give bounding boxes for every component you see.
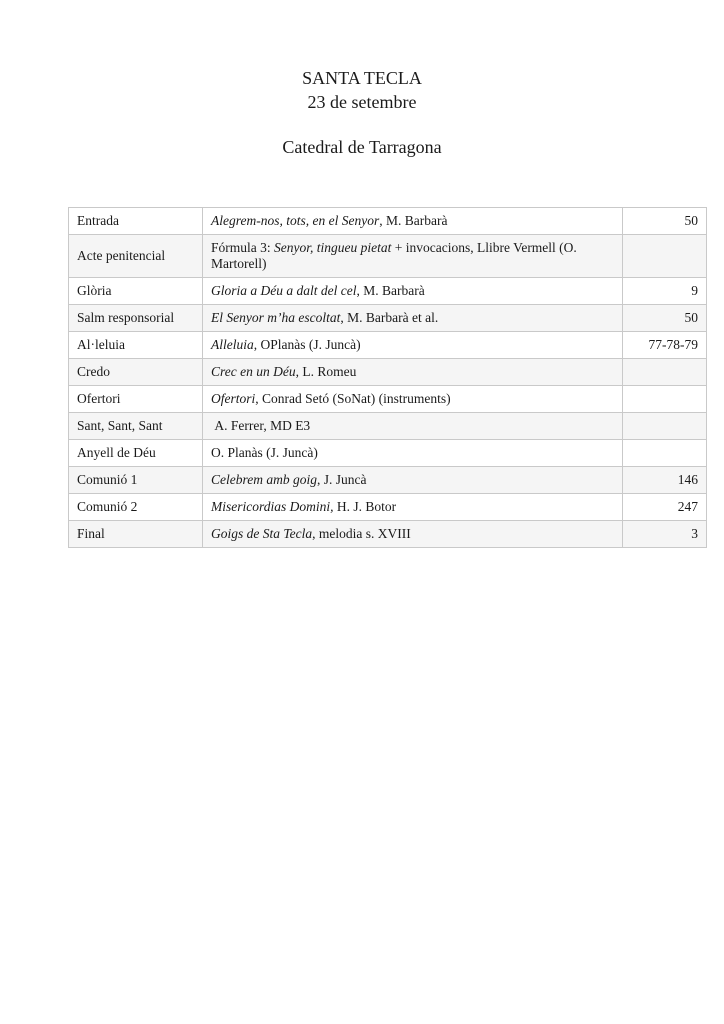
piece-suffix: , Conrad Setó (SoNat) (instruments) (255, 391, 451, 406)
piece-title: Goigs de Sta Tecla (211, 526, 313, 541)
liturgy-table-body (69, 208, 707, 548)
piece-title: Gloria a Déu a dalt del cel (211, 283, 357, 298)
part-label: Comunió 1 (69, 467, 203, 494)
table-row (69, 278, 707, 305)
part-label: Sant, Sant, Sant (69, 413, 203, 440)
piece-title: Ofertori (211, 391, 256, 406)
table-row (69, 305, 707, 332)
piece-title: Alleluia (211, 337, 254, 352)
piece-prefix: Fórmula 3: (211, 240, 274, 255)
piece-suffix: , melodia s. XVIII (312, 526, 411, 541)
piece-suffix: , M. Barbarà (379, 213, 448, 228)
page-number (623, 440, 707, 467)
document-header (0, 66, 724, 159)
piece-cell (203, 235, 623, 278)
table-row (69, 521, 707, 548)
piece-cell (203, 494, 623, 521)
part-label: Acte penitencial (69, 235, 203, 278)
table-row (69, 208, 707, 235)
piece-suffix: + invocacions, Llibre Vermell (O. Martorell) (211, 240, 581, 271)
piece-suffix: , J. Juncà (316, 472, 367, 487)
page-number: 50 (623, 208, 707, 235)
part-label: Credo (69, 359, 203, 386)
page-number (623, 413, 707, 440)
piece-cell (203, 359, 623, 386)
table-row (69, 235, 707, 278)
piece-cell (203, 208, 623, 235)
page-number: 146 (623, 467, 707, 494)
part-label: Ofertori (69, 386, 203, 413)
piece-cell (203, 305, 623, 332)
piece-cell (203, 413, 623, 440)
part-label: Salm responsorial (69, 305, 203, 332)
piece-cell (203, 278, 623, 305)
page-number (623, 386, 707, 413)
page-number: 3 (623, 521, 707, 548)
page-location: Catedral de Tarragona (282, 137, 442, 157)
piece-title: El Senyor m’ha escoltat (211, 310, 341, 325)
piece-suffix: , M. Barbarà (356, 283, 425, 298)
piece-prefix: A. Ferrer, MD E3 (211, 418, 311, 433)
table-row (69, 494, 707, 521)
piece-title: Misericordias Domini, (211, 499, 334, 514)
liturgy-program-table (68, 207, 707, 548)
part-label: Al·leluia (69, 332, 203, 359)
part-label: Entrada (69, 208, 203, 235)
table-row (69, 440, 707, 467)
page-number: 77-78-79 (623, 332, 707, 359)
page-number: 9 (623, 278, 707, 305)
piece-cell (203, 467, 623, 494)
part-label: Anyell de Déu (69, 440, 203, 467)
part-label: Final (69, 521, 203, 548)
table-row (69, 386, 707, 413)
page-date: 23 de setembre (307, 92, 417, 112)
piece-title: Celebrem amb goig (211, 472, 317, 487)
page-title: SANTA TECLA (302, 68, 422, 88)
piece-suffix: , M. Barbarà et al. (340, 310, 439, 325)
table-row (69, 413, 707, 440)
piece-title: Senyor, tingueu pietat (274, 240, 392, 255)
piece-suffix: H. J. Botor (333, 499, 397, 514)
part-label: Comunió 2 (69, 494, 203, 521)
piece-prefix: O. Planàs (J. Juncà) (211, 445, 318, 460)
piece-title: Alegrem-nos, tots, en el Senyor (211, 213, 380, 228)
page-number: 247 (623, 494, 707, 521)
page-number: 50 (623, 305, 707, 332)
table-row (69, 359, 707, 386)
piece-suffix: , OPlanàs (J. Juncà) (253, 337, 361, 352)
piece-cell (203, 521, 623, 548)
piece-cell (203, 332, 623, 359)
part-label: Glòria (69, 278, 203, 305)
piece-cell (203, 386, 623, 413)
page-number (623, 235, 707, 278)
piece-cell (203, 440, 623, 467)
table-row (69, 332, 707, 359)
page-number (623, 359, 707, 386)
piece-suffix: , L. Romeu (295, 364, 357, 379)
piece-title: Crec en un Déu (211, 364, 296, 379)
table-row (69, 467, 707, 494)
